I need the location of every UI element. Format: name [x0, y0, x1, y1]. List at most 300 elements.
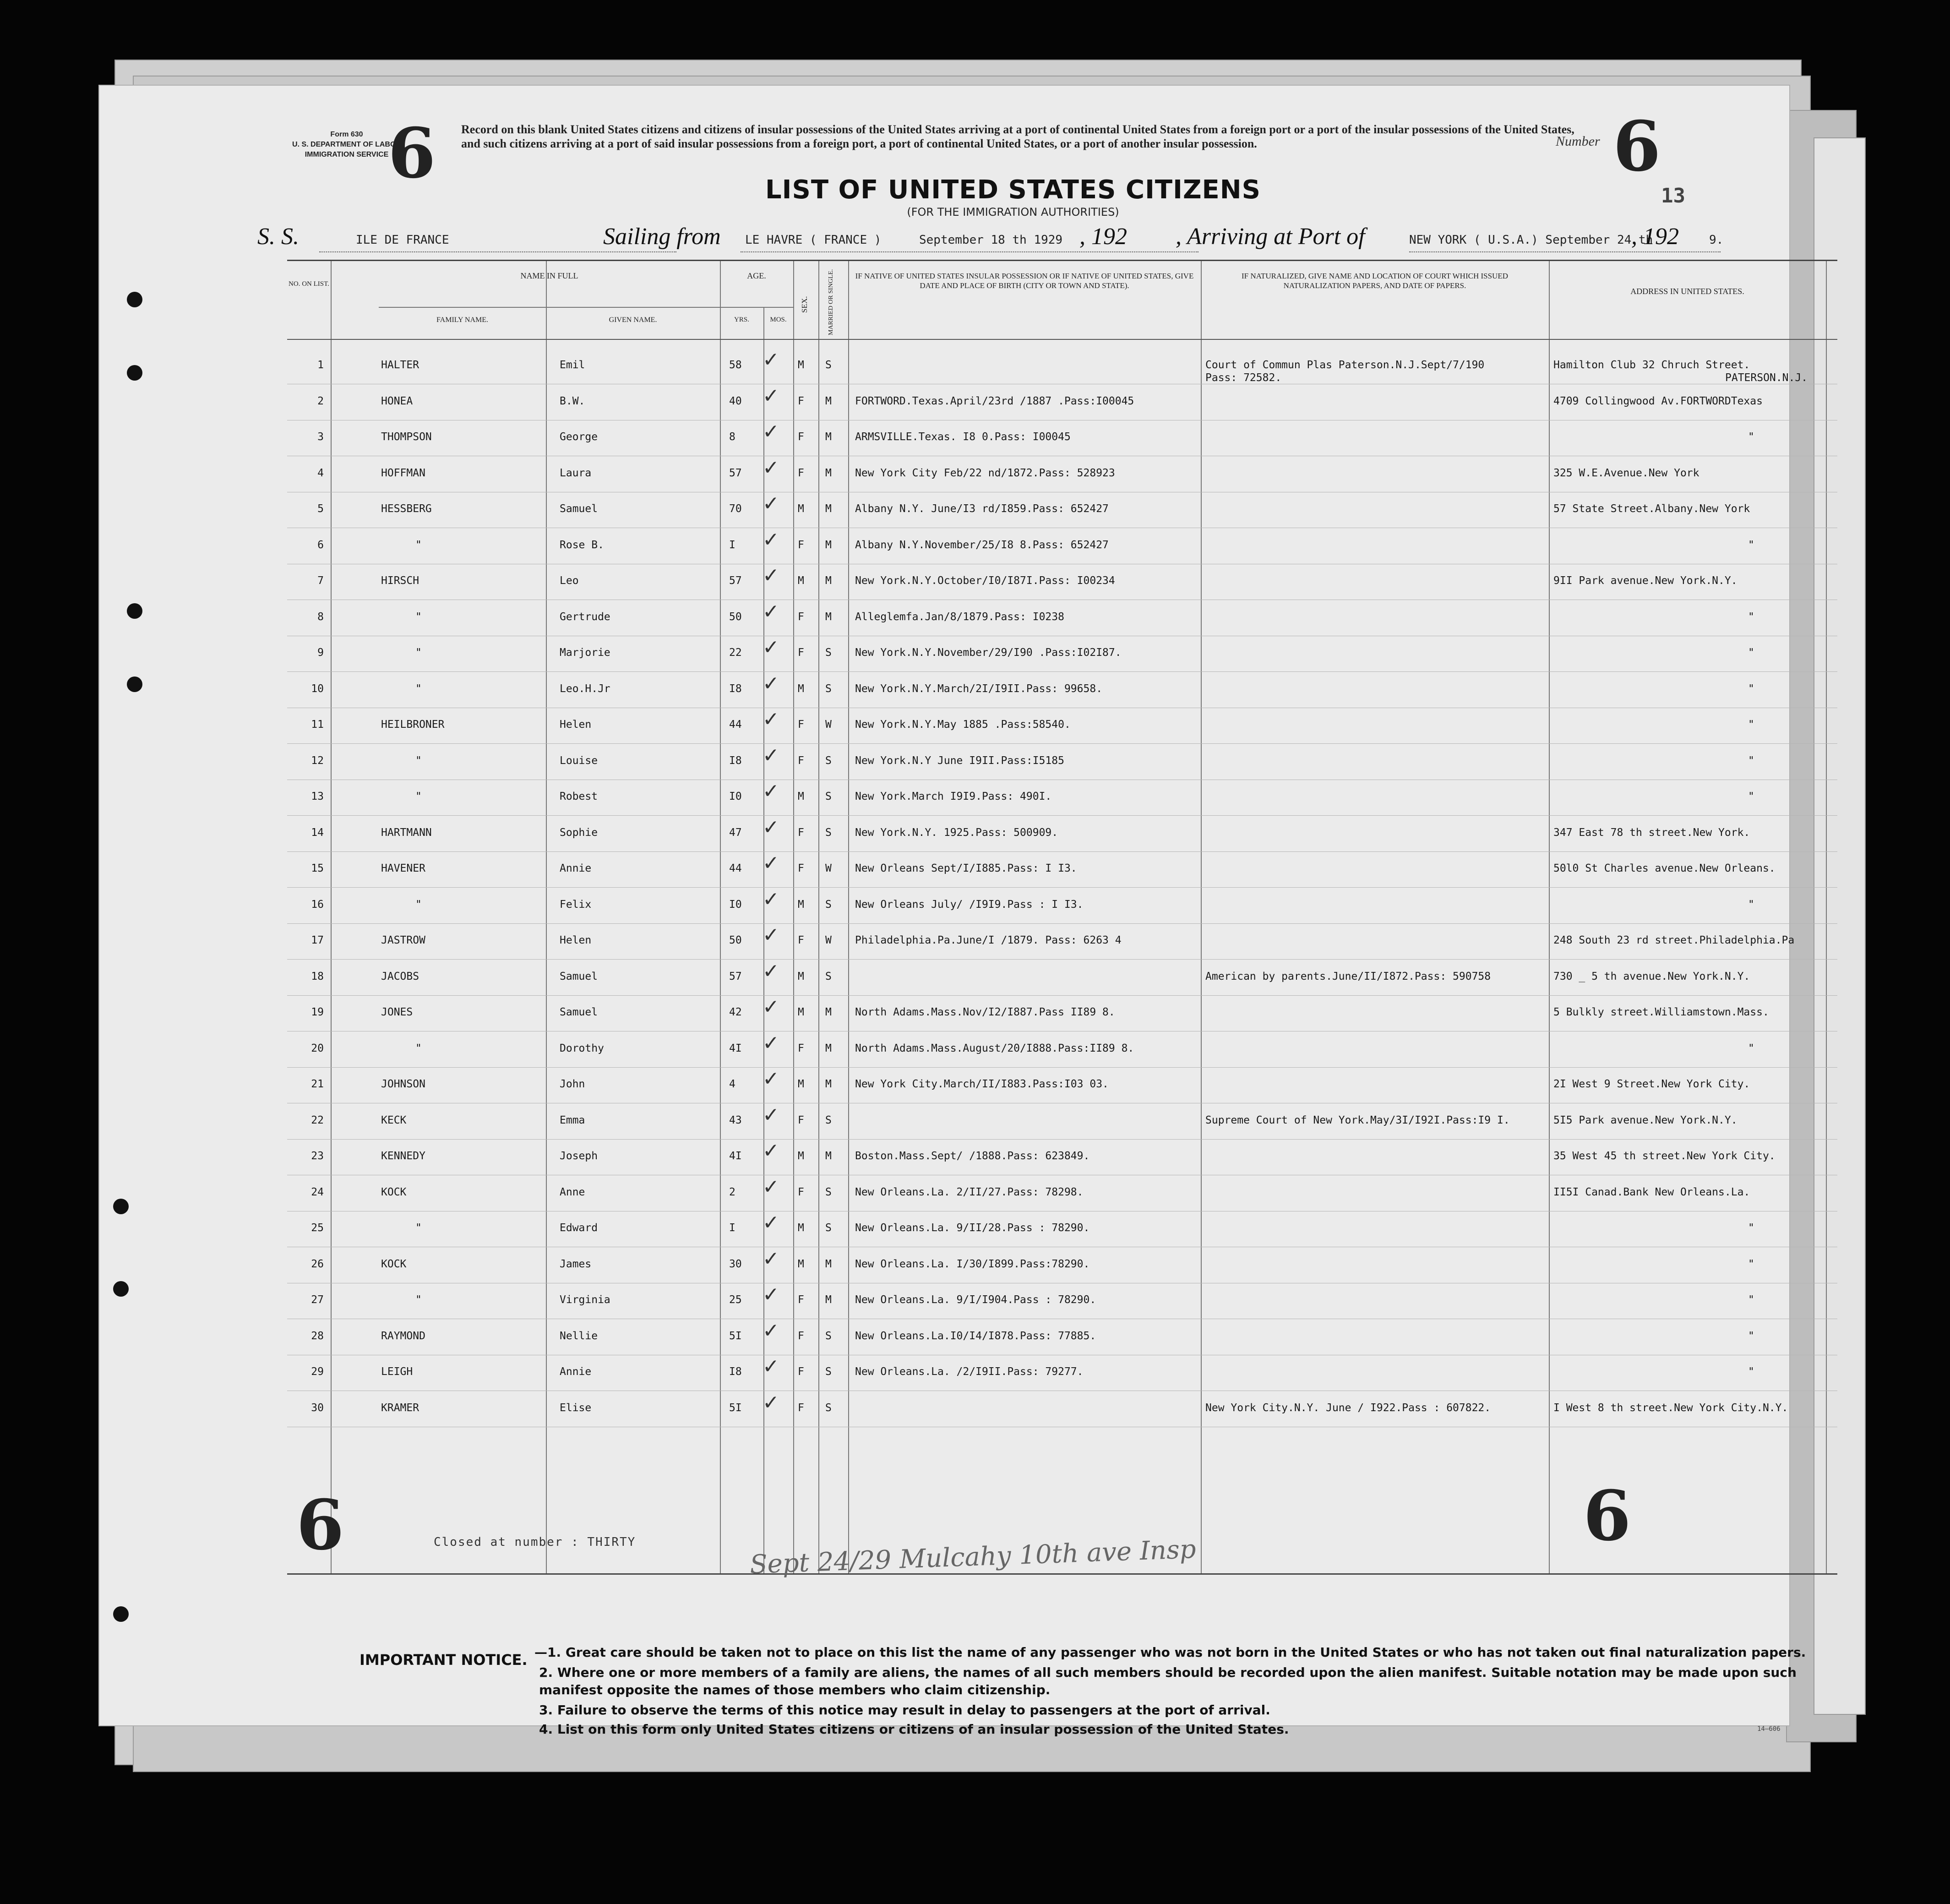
row-number: 23 [311, 1150, 324, 1162]
age-years: I8 [729, 682, 742, 695]
age-years: 30 [729, 1258, 742, 1270]
year-label: , 192 [1079, 224, 1127, 250]
age-years: 57 [729, 467, 742, 479]
marital-status: S [825, 1330, 832, 1342]
marital-status: M [825, 1006, 832, 1018]
age-years: 44 [729, 862, 742, 874]
birth-info: North Adams.Mass.Nov/I2/I887.Pass II89 8. [855, 1006, 1115, 1018]
marital-status: S [825, 826, 832, 839]
table-row [287, 564, 1837, 600]
sex: M [798, 970, 804, 982]
us-address: " [1748, 1294, 1754, 1306]
age-years: 40 [729, 395, 742, 407]
marital-status: S [825, 359, 832, 371]
table-row [287, 1247, 1837, 1283]
important-notice-label: IMPORTANT NOTICE. [359, 1651, 528, 1669]
check-mark-icon: ✓ [763, 1211, 779, 1234]
naturalization-info: Court of Commun Plas Paterson.N.J.Sept/7/190 [1205, 359, 1485, 371]
us-address: " [1748, 1330, 1754, 1342]
us-address: " [1748, 1258, 1754, 1270]
birth-info: New York.March I9I9.Pass: 490I. [855, 791, 1052, 802]
us-address: 347 East 78 th street.New York. [1553, 826, 1750, 839]
row-number: 1 [317, 359, 324, 371]
family-name: HESSBERG [381, 503, 432, 515]
family-name: KOCK [381, 1258, 407, 1270]
table-row [287, 960, 1837, 996]
form-instructions: Record on this blank United States citizens and citizens of insular possessions of the United States arriving at a port of continental United States from a foreign port or a port of the insular possessions of the United States, and such citizens arriving at a port of said insular possessions from a foreign port, a port of continental United States, or a port of another insular possession. [461, 123, 1574, 150]
us-address: " [1748, 1222, 1754, 1234]
check-mark-icon: ✓ [763, 780, 779, 803]
marital-status: M [825, 1078, 832, 1090]
marital-status: S [825, 1186, 832, 1198]
birth-info: New York.N.Y.May 1885 .Pass:58540. [855, 719, 1071, 731]
birth-info: New Orleans.La.I0/I4/I878.Pass: 77885. [855, 1330, 1096, 1342]
punch-hole [127, 676, 142, 692]
marital-status: M [825, 1294, 832, 1306]
birth-info: Alleglemfa.Jan/8/1879.Pass: I0238 [855, 611, 1064, 623]
age-years: I [729, 539, 735, 551]
check-mark-icon: ✓ [763, 815, 779, 839]
family-name: KOCK [381, 1186, 407, 1198]
check-mark-icon: ✓ [763, 959, 779, 983]
given-name: Virginia [560, 1294, 610, 1306]
punch-hole [127, 603, 142, 619]
header-age-years: YRS. [734, 316, 749, 323]
row-number: 19 [311, 1006, 324, 1018]
table-row [287, 995, 1837, 1031]
given-name: Edward [560, 1222, 598, 1234]
table-row [287, 1139, 1837, 1175]
check-mark-icon: ✓ [763, 456, 779, 480]
notice-item-3: 3. Failure to observe the terms of this notice may result in delay to passengers at the port of arrival. [539, 1702, 1270, 1718]
given-name: Felix [560, 898, 592, 911]
age-years: 42 [729, 1006, 742, 1018]
age-years: I0 [729, 898, 742, 911]
given-name: Samuel [560, 503, 598, 515]
form-code: 14—606 [1757, 1725, 1781, 1733]
family-name: JACOBS [381, 970, 419, 982]
row-number: 13 [311, 791, 324, 802]
age-years: 43 [729, 1114, 742, 1126]
family-name: JONES [381, 1006, 413, 1018]
header-given-name: GIVEN NAME. [609, 316, 657, 324]
name-subheader-line [379, 307, 720, 308]
birth-info: New Orleans July/ /I9I9.Pass : I I3. [855, 898, 1084, 911]
birth-info: New Orleans.La. I/30/I899.Pass:78290. [855, 1258, 1090, 1270]
birth-info: North Adams.Mass.August/20/I888.Pass:II89 8. [855, 1042, 1134, 1054]
row-number: 25 [311, 1222, 324, 1234]
us-address: 325 W.E.Avenue.New York [1553, 467, 1699, 479]
check-mark-icon: ✓ [763, 1031, 779, 1055]
given-name: Robest [560, 791, 598, 802]
sex: F [798, 539, 804, 551]
row-number: 12 [311, 754, 324, 767]
row-number: 16 [311, 898, 324, 911]
row-number: 26 [311, 1258, 324, 1270]
us-address: 248 South 23 rd street.Philadelphia.Pa [1553, 934, 1795, 946]
family-name: HOFFMAN [381, 467, 425, 479]
family-name: KECK [381, 1114, 407, 1126]
check-mark-icon: ✓ [763, 671, 779, 695]
check-mark-icon: ✓ [763, 743, 779, 767]
sex: M [798, 682, 804, 695]
us-address: " [1748, 539, 1754, 551]
row-number: 2 [317, 395, 324, 407]
given-name: Gertrude [560, 611, 610, 623]
us-address: " [1748, 611, 1754, 623]
given-name: Emma [560, 1114, 585, 1126]
given-name: B.W. [560, 395, 585, 407]
given-name: Leo.H.Jr [560, 682, 610, 695]
age-years: 50 [729, 611, 742, 623]
us-address: " [1748, 719, 1754, 731]
family-name: RAYMOND [381, 1330, 425, 1342]
header-family-name: FAMILY NAME. [436, 316, 489, 324]
sex: F [798, 647, 804, 659]
row-number: 14 [311, 826, 324, 839]
age-years: 58 [729, 359, 742, 371]
marital-status: W [825, 934, 832, 946]
age-years: I8 [729, 754, 742, 767]
naturalization-info: American by parents.June/II/I872.Pass: 590758 [1205, 970, 1491, 982]
sailing-label: Sailing from [603, 224, 721, 250]
sex: F [798, 719, 804, 731]
age-years: I [729, 1222, 735, 1234]
header-bottom-line [287, 339, 1837, 340]
check-mark-icon: ✓ [763, 420, 779, 443]
marital-status: S [825, 1222, 832, 1234]
passenger-table [287, 260, 1837, 1575]
age-years: 5I [729, 1330, 742, 1342]
check-mark-icon: ✓ [763, 1247, 779, 1271]
age-years: I0 [729, 791, 742, 802]
marital-status: S [825, 970, 832, 982]
marital-status: M [825, 1042, 832, 1054]
header-name-in-full: NAME IN FULL [520, 271, 578, 280]
sex: F [798, 1186, 804, 1198]
naturalization-info-line2: Pass: 72582. [1205, 372, 1282, 384]
row-number: 24 [311, 1186, 324, 1198]
birth-info: New Orleans Sept/I/I885.Pass: I I3. [855, 862, 1077, 874]
check-mark-icon: ✓ [763, 348, 779, 371]
table-row [287, 492, 1837, 528]
table-row [287, 1103, 1837, 1140]
us-address: 35 West 45 th street.New York City. [1553, 1150, 1776, 1162]
form-number: Form 630 [330, 131, 363, 138]
given-name: Rose B. [560, 539, 604, 551]
check-mark-icon: ✓ [763, 995, 779, 1019]
marital-status: M [825, 611, 832, 623]
birth-info: New York.N.Y.March/2I/I9II.Pass: 99658. [855, 682, 1103, 695]
given-name: Marjorie [560, 647, 610, 659]
header-no: NO. ON LIST. [289, 280, 329, 288]
table-row [287, 923, 1837, 960]
family-name: " [415, 682, 422, 695]
age-years: 44 [729, 719, 742, 731]
header-married-single: MARRIED OR SINGLE. [828, 269, 834, 336]
marital-status: M [825, 1258, 832, 1270]
manifest-sheet [98, 85, 1808, 1737]
age-years: 57 [729, 575, 742, 587]
age-years: 2 [729, 1186, 735, 1198]
us-address: I West 8 th street.New York City.N.Y. [1553, 1402, 1788, 1414]
us-address: 57 State Street.Albany.New York [1553, 503, 1750, 515]
header-naturalized: IF NATURALIZED, GIVE NAME AND LOCATION OF COURT WHICH ISSUED NATURALIZATION PAPERS, AND DATE OF PAPERS. [1241, 272, 1508, 290]
marital-status: M [825, 539, 832, 551]
us-address: " [1748, 898, 1754, 911]
table-row [287, 1175, 1837, 1211]
given-name: Nellie [560, 1330, 598, 1342]
family-name: HONEA [381, 395, 413, 407]
us-address: " [1748, 1366, 1754, 1378]
given-name: Samuel [560, 970, 598, 982]
birth-info: Albany N.Y. June/I3 rd/I859.Pass: 652427 [855, 503, 1109, 515]
check-mark-icon: ✓ [763, 564, 779, 587]
birth-info: New York.N.Y.October/I0/I87I.Pass: I00234 [855, 575, 1115, 587]
check-mark-icon: ✓ [763, 1283, 779, 1306]
row-number: 7 [317, 575, 324, 587]
check-mark-icon: ✓ [763, 1103, 779, 1127]
port-underline [1409, 251, 1721, 252]
sex: F [798, 395, 804, 407]
table-row [287, 1211, 1837, 1247]
given-name: George [560, 431, 598, 443]
check-mark-icon: ✓ [763, 636, 779, 659]
check-mark-icon: ✓ [763, 887, 779, 911]
ship-underline [319, 251, 676, 252]
marital-status: W [825, 862, 832, 874]
check-mark-icon: ✓ [763, 1067, 779, 1091]
age-years: 8 [729, 431, 735, 443]
given-name: Laura [560, 467, 592, 479]
given-name: Sophie [560, 826, 598, 839]
birth-info: New York.N.Y. 1925.Pass: 500909. [855, 826, 1058, 839]
family-name: KRAMER [381, 1402, 419, 1414]
row-number: 17 [311, 934, 324, 946]
sex: F [798, 826, 804, 839]
family-name: HARTMANN [381, 826, 432, 839]
us-address: " [1748, 682, 1754, 695]
age-years: 25 [729, 1294, 742, 1306]
table-row [287, 456, 1837, 492]
birth-info: FORTWORD.Texas.April/23rd /1887 .Pass:I00045 [855, 395, 1134, 407]
family-name: " [415, 791, 422, 802]
us-address: " [1748, 754, 1754, 767]
page-title: LIST OF UNITED STATES CITIZENS [765, 175, 1261, 205]
given-name: Dorothy [560, 1042, 604, 1054]
table-row [287, 348, 1837, 384]
marital-status: S [825, 898, 832, 911]
closed-at-number: Closed at number : THIRTY [434, 1535, 636, 1549]
row-number: 11 [311, 719, 324, 731]
page-number: 13 [1661, 184, 1685, 207]
marital-status: S [825, 1114, 832, 1126]
sex: F [798, 1114, 804, 1126]
birth-info: New Orleans.La. 9/II/28.Pass : 78290. [855, 1222, 1090, 1234]
sex: F [798, 467, 804, 479]
marital-status: M [825, 575, 832, 587]
sex: F [798, 934, 804, 946]
department-name: U. S. DEPARTMENT OF LABOR [292, 141, 401, 148]
check-mark-icon: ✓ [763, 1139, 779, 1162]
birth-info: New York City.March/II/I883.Pass:I03 03. [855, 1078, 1109, 1090]
family-name: " [415, 647, 422, 659]
us-address: " [1748, 791, 1754, 802]
sex: F [798, 611, 804, 623]
given-name: James [560, 1258, 592, 1270]
table-row [287, 1283, 1837, 1319]
check-mark-icon: ✓ [763, 851, 779, 875]
given-name: Elise [560, 1402, 592, 1414]
given-name: Annie [560, 1366, 592, 1378]
inspector-signature: Sept 24/29 Mulcahy 10th ave Insp [749, 1534, 1197, 1580]
table-row [287, 384, 1837, 420]
row-number: 27 [311, 1294, 324, 1306]
us-address: 4709 Collingwood Av.FORTWORDTexas [1553, 395, 1763, 407]
row-number: 5 [317, 503, 324, 515]
sex: F [798, 862, 804, 874]
age-years: 5I [729, 1402, 742, 1414]
sex: F [798, 754, 804, 767]
footer-sheet-number-right: 6 [1583, 1476, 1631, 1556]
check-mark-icon: ✓ [763, 1355, 779, 1378]
row-number: 18 [311, 970, 324, 982]
naturalization-info: Supreme Court of New York.May/3I/I92I.Pass:I9 I. [1205, 1114, 1510, 1126]
row-number: 3 [317, 431, 324, 443]
sheet-number: 6 [388, 113, 436, 194]
given-name: Leo [560, 575, 579, 587]
given-name: Louise [560, 754, 598, 767]
marital-status: S [825, 1402, 832, 1414]
table-row [287, 1031, 1837, 1068]
header-sex: SEX. [800, 296, 809, 313]
row-number: 20 [311, 1042, 324, 1054]
given-name: Anne [560, 1186, 585, 1198]
row-number: 9 [317, 647, 324, 659]
age-years: 50 [729, 934, 742, 946]
header-age-months: MOS. [770, 316, 787, 323]
punch-hole [113, 1199, 129, 1214]
table-row [287, 888, 1837, 924]
marital-status: S [825, 682, 832, 695]
family-name: JASTROW [381, 934, 425, 946]
us-address: " [1748, 431, 1754, 443]
year2-label: , 192 [1631, 224, 1679, 250]
row-number: 28 [311, 1330, 324, 1342]
arrival-port: NEW YORK ( U.S.A.) September 24 th [1409, 233, 1653, 247]
given-name: Helen [560, 719, 592, 731]
us-address: 5I5 Park avenue.New York.N.Y. [1553, 1114, 1738, 1126]
sex: M [798, 898, 804, 911]
marital-status: S [825, 791, 832, 802]
table-row [287, 1355, 1837, 1391]
birth-info: Albany N.Y.November/25/I8 8.Pass: 652427 [855, 539, 1109, 551]
age-years: 4I [729, 1150, 742, 1162]
family-name: LEIGH [381, 1366, 413, 1378]
punch-hole [127, 292, 142, 307]
family-name: " [415, 1042, 422, 1054]
check-mark-icon: ✓ [763, 384, 779, 408]
us-address-line2: PATERSON.N.J. [1725, 372, 1808, 384]
given-name: Helen [560, 934, 592, 946]
marital-status: S [825, 1366, 832, 1378]
row-number: 4 [317, 467, 324, 479]
row-number: 15 [311, 862, 324, 874]
service-name: IMMIGRATION SERVICE [305, 151, 389, 158]
sex: M [798, 1258, 804, 1270]
birth-info: New York City Feb/22 nd/1872.Pass: 528923 [855, 467, 1115, 479]
sex: F [798, 1366, 804, 1378]
ss-label: S. S. [257, 224, 299, 250]
punch-hole [127, 365, 142, 381]
age-subheader-line [720, 307, 793, 308]
marital-status: M [825, 467, 832, 479]
us-address: II5I Canad.Bank New Orleans.La. [1553, 1186, 1750, 1198]
check-mark-icon: ✓ [763, 492, 779, 515]
row-number: 10 [311, 682, 324, 695]
birth-info: New Orleans.La. 2/II/27.Pass: 78298. [855, 1186, 1084, 1198]
table-row [287, 708, 1837, 744]
row-number: 22 [311, 1114, 324, 1126]
age-years: 57 [729, 970, 742, 982]
birth-info: Philadelphia.Pa.June/I /1879. Pass: 6263 4 [855, 934, 1122, 946]
table-row [287, 744, 1837, 780]
ship-name: ILE DE FRANCE [356, 233, 449, 247]
row-number: 21 [311, 1078, 324, 1090]
row-number: 6 [317, 539, 324, 551]
header-address: ADDRESS IN UNITED STATES. [1630, 287, 1744, 296]
birth-info: New Orleans.La. /2/I9II.Pass: 79277. [855, 1366, 1084, 1378]
age-years: 70 [729, 503, 742, 515]
us-address: 9II Park avenue.New York.N.Y. [1553, 575, 1738, 587]
sex: M [798, 791, 804, 802]
punch-hole [113, 1606, 129, 1622]
given-name: Samuel [560, 1006, 598, 1018]
check-mark-icon: ✓ [763, 708, 779, 731]
age-years: 47 [729, 826, 742, 839]
given-name: Emil [560, 359, 585, 371]
number-value: 6 [1613, 106, 1661, 187]
age-years: I8 [729, 1366, 742, 1378]
birth-info: Boston.Mass.Sept/ /1888.Pass: 623849. [855, 1150, 1090, 1162]
family-name: THOMPSON [381, 431, 432, 443]
arrival-year: 9. [1709, 233, 1724, 247]
table-row [287, 780, 1837, 816]
notice-item-1: —1. Great care should be taken not to place on this list the name of any passenger who was not born in the United States or who has not taken out final naturalization papers. [534, 1645, 1806, 1660]
age-years: 4 [729, 1078, 735, 1090]
table-row [287, 851, 1837, 888]
family-name: " [415, 611, 422, 623]
us-address: 5 Bulkly street.Williamstown.Mass. [1553, 1006, 1769, 1018]
marital-status: S [825, 647, 832, 659]
check-mark-icon: ✓ [763, 1319, 779, 1342]
sex: M [798, 575, 804, 587]
sex: M [798, 1150, 804, 1162]
given-name: Joseph [560, 1150, 598, 1162]
age-years: 4I [729, 1042, 742, 1054]
table-row [287, 636, 1837, 672]
sex: M [798, 1222, 804, 1234]
check-mark-icon: ✓ [763, 1175, 779, 1199]
sex: M [798, 1006, 804, 1018]
sailing-underline [741, 251, 1198, 252]
row-number: 30 [311, 1402, 324, 1414]
family-name: KENNEDY [381, 1150, 425, 1162]
marital-status: S [825, 754, 832, 767]
arriving-label: , Arriving at Port of [1176, 224, 1365, 250]
table-row [287, 1319, 1837, 1355]
sex: F [798, 1402, 804, 1414]
